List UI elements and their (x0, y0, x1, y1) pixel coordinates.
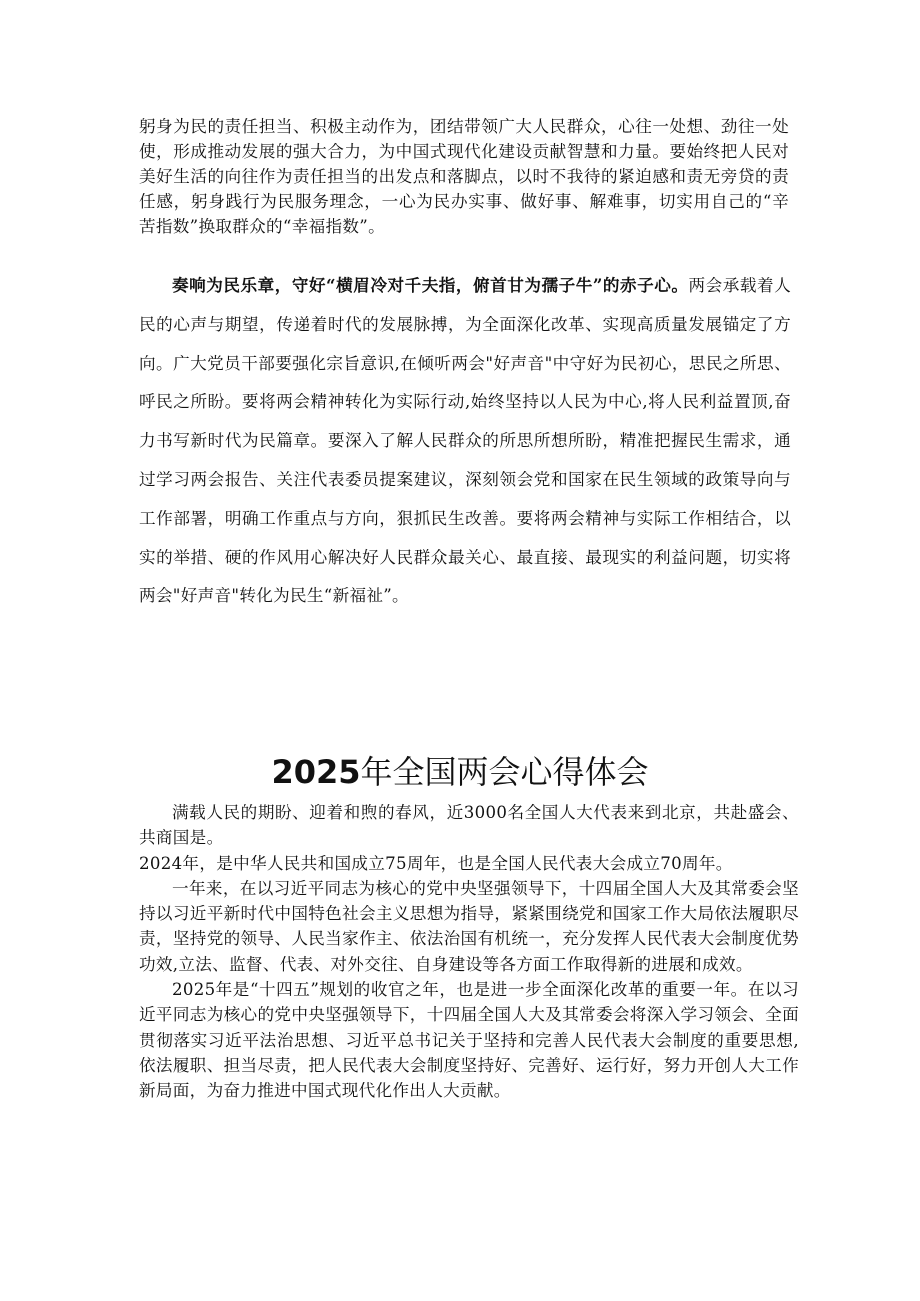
article-paragraph-4: 2025年是“十四五”规划的收官之年，也是进一步全面深化改革的重要一年。在以习近平同志为核心的党中央坚强领导下，十四届全国人大及其常委会将深入学习领会、全面贯彻落实习近平法治思想、习近平总书记关于坚持和完善人民代表大会制度的重要思想,依法履职、担当尽责，把人民代表大会制度坚持好、完善好、运行好，努力开创人大工作新局面，为奋力推进中国式现代化作出人大贡献。 (139, 980, 799, 1101)
section-lead-sentence: 奏响为民乐章，守好“横眉冷对千夫指，俯首甘为孺子牛”的赤子心。 (172, 275, 689, 295)
article-paragraph-2: 2024年，是中华人民共和国成立75周年，也是全国人民代表大会成立70周年。 (139, 853, 733, 873)
article-title (0, 748, 920, 796)
article-title-text: 年全国两会心得体会 (360, 753, 649, 791)
section-paragraph (139, 266, 791, 616)
article-paragraph-1: 满载人民的期盼、迎着和煦的春风，近3000名全国人大代表来到北京，共赴盛会、共商国是。 (139, 803, 799, 848)
article-title-year: 2025 (271, 753, 361, 791)
article-paragraph-3: 一年来，在以习近平同志为核心的党中央坚强领导下，十四届全国人大及其常委会坚持以习近平新时代中国特色社会主义思想为指导，紧紧围绕党和国家工作大局依法履职尽责，坚持党的领导、人民当家作主、依法治国有机统一，充分发挥人民代表大会制度优势功效,立法、监督、代表、对外交往、自身建设等各方面工作取得新的进展和成效。 (139, 878, 799, 974)
section-body-text: 两会承载着人民的心声与期望，传递着时代的发展脉搏，为全面深化改革、实现高质量发展锚定了方向。广大党员干部要强化宗旨意识,在倾听两会"好声音"中守好为民初心，思民之所思、呼民之所盼。要将两会精神转化为实际行动,始终坚持以人民为中心,将人民利益置顶,奋力书写新时代为民篇章。要深入了解人民群众的所思所想所盼，精准把握民生需求，通过学习两会报告、关注代表委员提案建议，深刻领会党和国家在民生领域的政策导向与工作部署，明确工作重点与方向，狠抓民生改善。要将两会精神与实际工作相结合，以实的举措、硬的作风用心解决好人民群众最关心、最直接、最现实的利益问题，切实将两会"好声音"转化为民生“新福祉”。 (139, 276, 791, 606)
continued-paragraph: 躬身为民的责任担当、积极主动作为，团结带领广大人民群众，心往一处想、劲往一处使，形成推动发展的强大合力，为中国式现代化建设贡献智慧和力量。要始终把人民对美好生活的向往作为责任担当的出发点和落脚点，以时不我待的紧迫感和责无旁贷的责任感，躬身践行为民服务理念，一心为民办实事、做好事、解难事，切实用自己的“辛苦指数”换取群众的“幸福指数”。 (139, 117, 789, 236)
article-body (139, 800, 799, 1104)
